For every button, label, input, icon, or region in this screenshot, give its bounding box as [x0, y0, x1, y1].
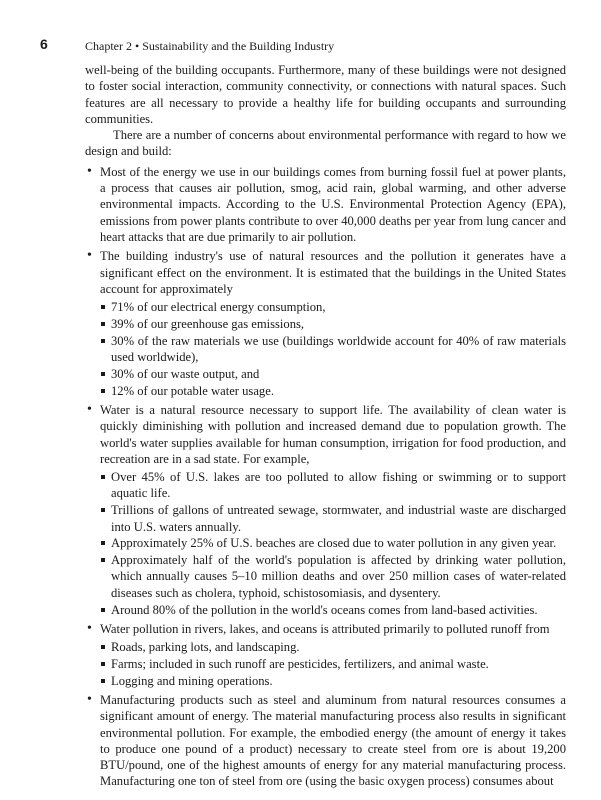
list-item: [85, 692, 566, 790]
list-item: [85, 402, 566, 618]
paragraph: well-being of the building occupants. Furthermore, many of these buildings were not designed to foster social interaction, community connectivity, or connections with natural spaces. Such features are all necessary to provide a healthy life for building occupants and surrounding communities.: [85, 63, 566, 126]
page-number: 6: [40, 36, 48, 52]
running-head: Chapter 2 • Sustainability and the Building Industry: [85, 39, 335, 53]
list-item: [85, 164, 566, 245]
sub-list-item: Over 45% of U.S. lakes are too polluted to allow fishing or swimming or to support aquatic life.: [100, 469, 566, 502]
list-item: [85, 248, 566, 399]
sub-list-item: Trillions of gallons of untreated sewage, stormwater, and industrial waste are discharged into U.S. waters annually.: [100, 502, 566, 535]
list-item-text: Most of the energy we use in our buildings comes from burning fossil fuel at power plants, a process that causes air pollution, smog, acid rain, global warming, and other adverse environmental impacts. According to the U.S. Environmental Protection Agency (EPA), emissions from power plants contribute to over 40,000 deaths per year from lung cancer and heart attacks that are due primarily to air pollution.: [100, 164, 566, 244]
sub-list-item: Farms; included in such runoff are pesticides, fertilizers, and animal waste.: [100, 656, 566, 672]
page-header: [40, 36, 561, 54]
list-item-text: Water pollution in rivers, lakes, and oceans is attributed primarily to polluted runoff from: [100, 621, 550, 636]
sub-list: [100, 299, 566, 399]
sub-list-item: Roads, parking lots, and landscaping.: [100, 639, 566, 655]
sub-list-item: 39% of our greenhouse gas emissions,: [100, 316, 566, 332]
sub-list-item: 12% of our potable water usage.: [100, 383, 566, 399]
sub-list-item: Logging and mining operations.: [100, 673, 566, 689]
list-item: [85, 621, 566, 689]
sub-list-item: Approximately 25% of U.S. beaches are closed due to water pollution in any given year.: [100, 535, 566, 551]
concerns-list: [85, 164, 566, 790]
list-item-text: The building industry's use of natural resources and the pollution it generates have a significant effect on the environment. It is estimated that the buildings in the United States account for approximately: [100, 249, 566, 296]
sub-list-item: 30% of the raw materials we use (buildings worldwide account for 40% of raw materials used worldwide),: [100, 333, 566, 366]
sub-list: [100, 639, 566, 689]
sub-list-item: Approximately half of the world's population is affected by drinking water pollution, which annually causes 5–10 million deaths and over 250 million cases of water-related diseases such as cholera, typhoid, schistosomiasis, and dysentery.: [100, 552, 566, 601]
list-item-text: Water is a natural resource necessary to support life. The availability of clean water is quickly diminishing with pollution and increased demand due to population growth. The world's water supplies available for human consumption, irrigation for food production, and recreation are in a sad state. For example,: [100, 402, 566, 466]
body-text: [85, 62, 566, 793]
sub-list-item: Around 80% of the pollution in the world's oceans comes from land-based activities.: [100, 602, 566, 618]
sub-list-item: 30% of our waste output, and: [100, 366, 566, 382]
list-item-text: Manufacturing products such as steel and aluminum from natural resources consumes a significant amount of energy. The material manufacturing process also results in significant environmental pollution. For example, the embodied energy (the amount of energy it takes to produce one pound of a product) necessary to create steel from ore is about 19,200 BTU/pound, one of the highest amounts of energy for any material manufacturing process. Manufacturing one ton of steel from ore (using the basic oxygen process) consumes about: [100, 692, 566, 789]
sub-list-item: 71% of our electrical energy consumption,: [100, 299, 566, 315]
paragraph: There are a number of concerns about environmental performance with regard to how we design and build:: [85, 128, 566, 159]
sub-list: [100, 469, 566, 618]
